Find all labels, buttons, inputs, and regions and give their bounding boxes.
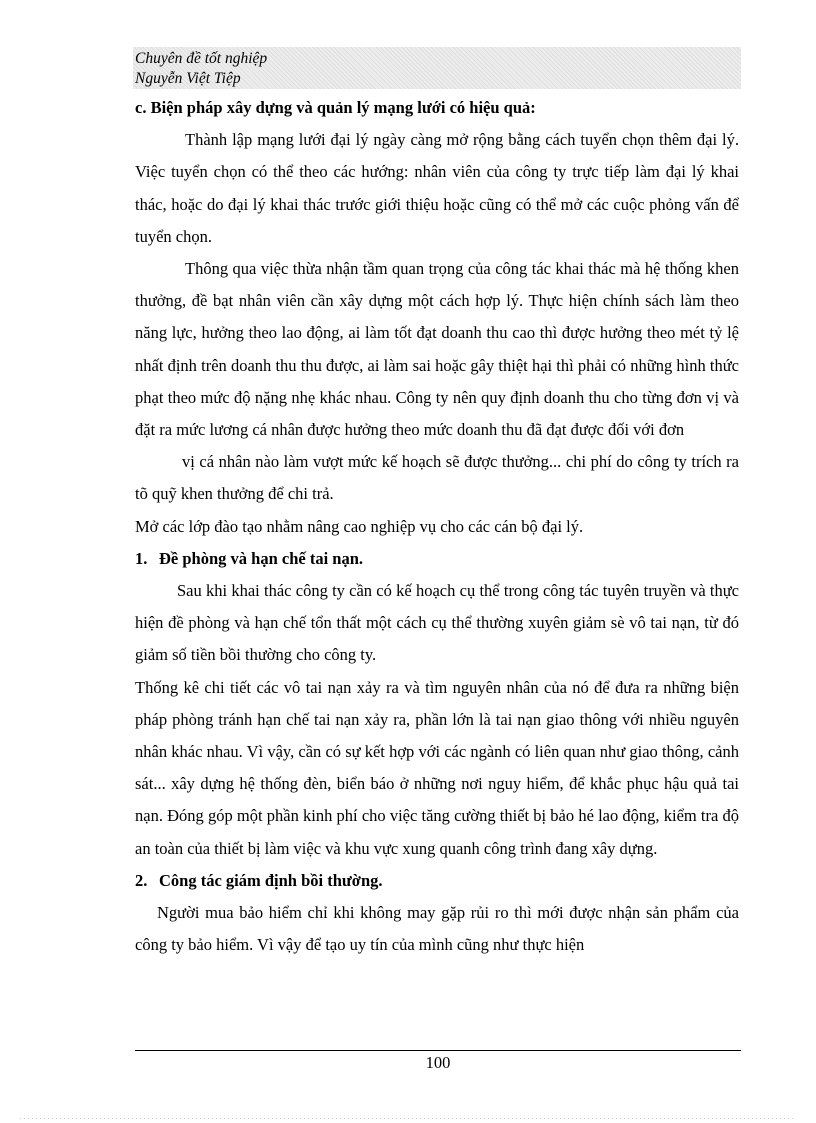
section-c-paragraph-1: Thành lập mạng lưới đại lý ngày càng mở rộng bằng cách tuyển chọn thêm đại lý. Việc tuyển chọn có thể theo các hướng: nhân viên của công ty trực tiếp làm đại lý khai thác, hoặc do đại lý khai thác trước giới thiệu hoặc cũng có thể mở các cuộc phỏng vấn để tuyển chọn. bbox=[135, 130, 739, 246]
section-2-paragraph-1: Người mua bảo hiểm chỉ khi không may gặp rủi ro thì mới được nhận sản phẩm của công ty bảo hiểm. Vì vậy để tạo uy tín của mình cũng như thực hiện bbox=[135, 903, 739, 955]
section-c-heading: c. Biện pháp xây dựng và quản lý mạng lưới có hiệu quả: bbox=[135, 98, 536, 117]
section-2-heading bbox=[135, 865, 739, 897]
page-body bbox=[135, 92, 739, 961]
section-1-heading bbox=[135, 543, 739, 575]
page-bottom-edge bbox=[20, 1118, 796, 1119]
section-c-paragraph-4: Mở các lớp đào tạo nhằm nâng cao nghiệp vụ cho các cán bộ đại lý. bbox=[135, 516, 584, 536]
header-thesis-title: Chuyên đề tốt nghiệp bbox=[135, 50, 268, 67]
section-2-number: 2. bbox=[135, 870, 148, 890]
section-1-title: Đề phòng và hạn chế tai nạn. bbox=[159, 548, 364, 568]
section-1-paragraph-2: Thống kê chi tiết các vô tai nạn xảy ra và tìm nguyên nhân của nó để đưa ra những biện pháp phòng tránh hạn chế tai nạn xảy ra, phần lớn là tai nạn giao thông với nhiều nguyên nhân khác nhau. Vì vậy, cần có sự kết hợp với các ngành có liên quan như giao thông, cảnh sát... xây dựng hệ thống đèn, biển báo ở những nơi nguy hiểm, để khắc phục hậu quả tai nạn. Đóng góp một phần kinh phí cho việc tăng cường thiết bị bảo hé lao động, kiểm tra độ an toàn của thiết bị làm việc và khu vực xung quanh công trình đang xây dựng. bbox=[135, 677, 739, 858]
section-1-paragraph-1: Sau khi khai thác công ty cần có kế hoạch cụ thể trong công tác tuyên truyền và thực hiện đề phòng và hạn chế tổn thất một cách cụ thể thường xuyên giảm sè vô tai nạn, từ đó giảm số tiền bồi thường cho công ty. bbox=[135, 581, 739, 665]
section-1-number: 1. bbox=[135, 548, 148, 568]
footer-divider bbox=[135, 1050, 741, 1051]
header-author-name: Nguyễn Việt Tiệp bbox=[135, 70, 241, 87]
section-c-paragraph-3: vị cá nhân nào làm vượt mức kế hoạch sẽ được thưởng... chi phí do công ty trích ra tõ quỹ khen thưởng để chi trả. bbox=[135, 452, 739, 504]
section-2-title: Công tác giám định bồi thường. bbox=[159, 870, 383, 890]
section-c-paragraph-2: Thông qua việc thừa nhận tầm quan trọng của công tác khai thác mà hệ thống khen thưởng, đề bạt nhân viên cần xây dựng một cách hợp lý. Thực hiện chính sách làm theo năng lực, hưởng theo lao động, ai làm tốt đạt doanh thu cao thì được hưởng theo mét tỷ lệ nhất định trên doanh thu thu được, ai làm sai hoặc gây thiệt hại thì phải có những hình thức phạt theo mức độ nặng nhẹ khác nhau. Công ty nên quy định doanh thu cho từng đơn vị và đặt ra mức lương cá nhân được hưởng theo mức doanh thu đã đạt được đối với đơn bbox=[135, 259, 739, 440]
page-number: 100 bbox=[425, 1053, 451, 1072]
